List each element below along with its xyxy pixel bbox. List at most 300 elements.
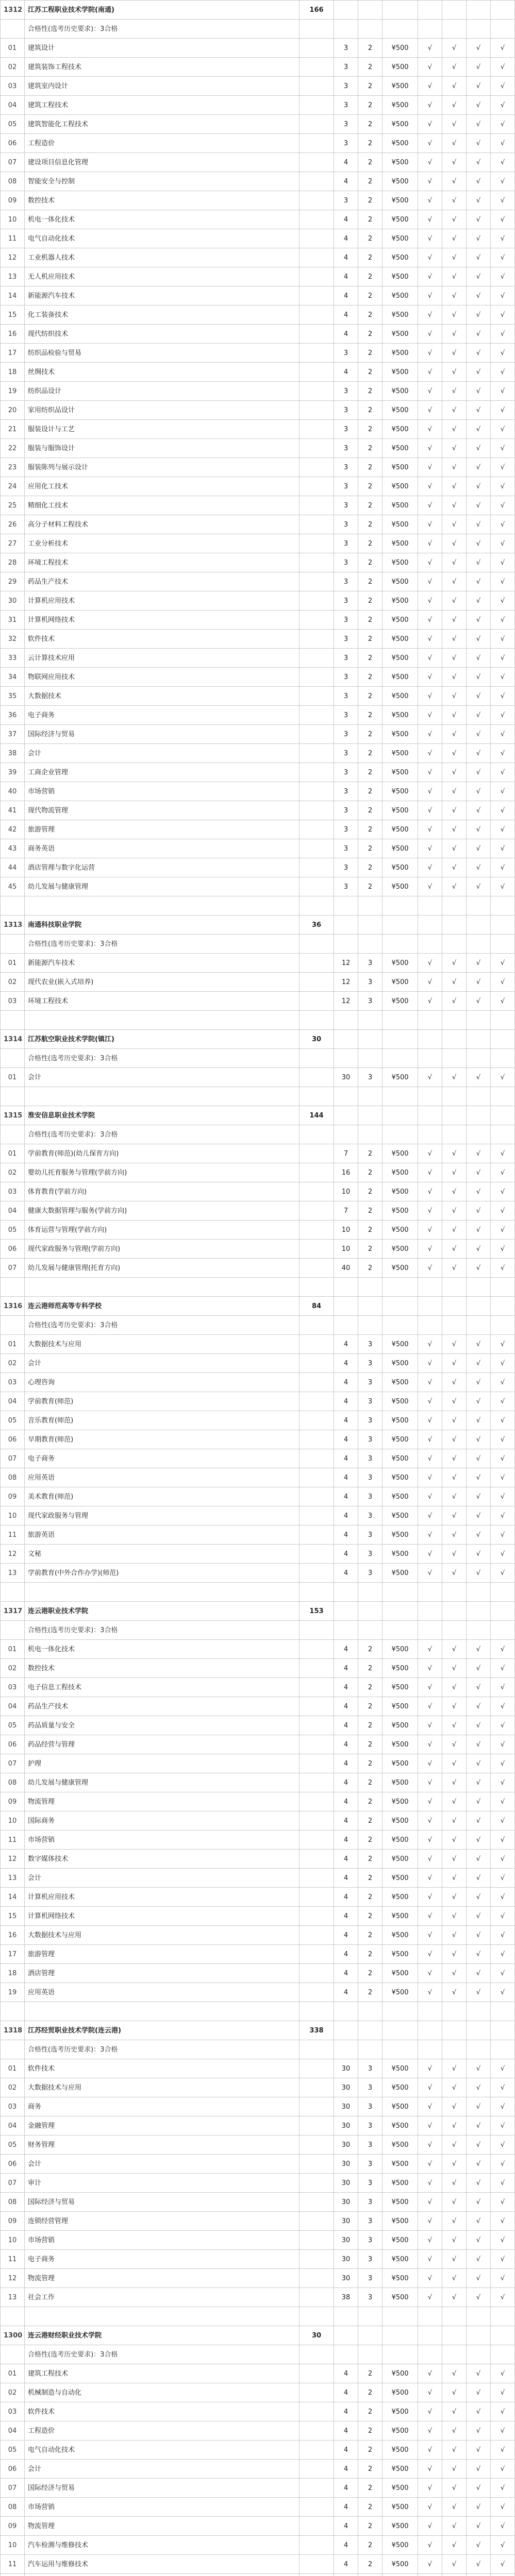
major-fee: ¥500 [383,2269,418,2288]
check-mark: √ [442,191,467,210]
empty-cell [491,1583,515,1602]
check-mark: √ [467,1430,491,1449]
major-plan-count: 4 [334,1792,358,1811]
check-mark: √ [467,820,491,839]
major-fee: ¥500 [383,1430,418,1449]
school-name: 江苏航空职业技术学院(镇江) [25,1030,300,1049]
major-code: 28 [1,553,25,572]
empty-cell [25,2307,300,2326]
check-mark: √ [491,1144,515,1163]
empty-cell [300,553,334,572]
major-code: 01 [1,39,25,58]
check-mark: √ [491,401,515,420]
table-row [1,248,515,267]
major-plan-count: 30 [334,2059,358,2078]
major-plan-count: 3 [334,744,358,763]
empty-cell [442,1125,467,1144]
check-mark: √ [467,115,491,134]
check-mark: √ [418,858,442,877]
major-years: 2 [358,1144,383,1163]
table-row [1,1259,515,1278]
major-plan-count: 4 [334,1373,358,1392]
check-mark: √ [418,744,442,763]
check-mark: √ [491,344,515,363]
check-mark: √ [418,687,442,706]
major-name: 工程造价 [25,2421,300,2441]
school-header-row [1,1106,515,1125]
check-mark: √ [418,2498,442,2517]
empty-cell [383,1278,418,1297]
check-mark: √ [467,877,491,896]
check-mark: √ [442,1792,467,1811]
check-mark: √ [491,1182,515,1201]
major-code: 10 [1,1811,25,1831]
major-plan-count: 3 [334,134,358,153]
empty-cell [300,1545,334,1564]
major-code: 36 [1,706,25,725]
empty-cell [467,1125,491,1144]
requirement-note: 合格性(选考历史要求)：3合格 [25,1316,300,1335]
check-mark: √ [491,306,515,325]
empty-cell [383,1030,418,1049]
note-row [1,1087,515,1106]
major-fee: ¥500 [383,649,418,668]
check-mark: √ [491,172,515,191]
empty-cell [383,1087,418,1106]
major-fee: ¥500 [383,2193,418,2212]
major-years: 2 [358,77,383,96]
empty-cell [418,2040,442,2059]
table-row [1,306,515,325]
empty-cell [334,2345,358,2364]
empty-cell [418,1583,442,1602]
major-fee: ¥500 [383,1716,418,1735]
major-plan-count: 4 [334,1983,358,2002]
major-fee: ¥500 [383,77,418,96]
major-code: 03 [1,1678,25,1697]
check-mark: √ [467,668,491,687]
empty-cell [300,725,334,744]
check-mark: √ [442,1945,467,1964]
check-mark: √ [442,1811,467,1831]
major-years: 2 [358,420,383,439]
check-mark: √ [491,591,515,611]
major-plan-count: 3 [334,553,358,572]
major-years: 3 [358,2155,383,2174]
check-mark: √ [491,725,515,744]
empty-cell [418,2002,442,2021]
table-row [1,2097,515,2116]
major-plan-count: 3 [334,591,358,611]
empty-cell [467,896,491,916]
major-fee: ¥500 [383,2116,418,2136]
major-name: 新能源汽车技术 [25,954,300,973]
major-years: 2 [358,1983,383,2002]
major-name: 云计算技术应用 [25,649,300,668]
check-mark: √ [418,1259,442,1278]
note-row [1,1278,515,1297]
check-mark: √ [442,2460,467,2479]
major-plan-count: 3 [334,820,358,839]
table-row [1,1964,515,1983]
check-mark: √ [467,2212,491,2231]
check-mark: √ [418,553,442,572]
empty-cell [300,2479,334,2498]
check-mark: √ [418,1678,442,1697]
empty-cell [300,306,334,325]
check-mark: √ [467,973,491,992]
check-mark: √ [491,439,515,458]
major-fee: ¥500 [383,477,418,496]
table-row [1,630,515,649]
major-plan-count: 3 [334,115,358,134]
check-mark: √ [418,1831,442,1850]
empty-cell [442,1030,467,1049]
major-code: 44 [1,858,25,877]
check-mark: √ [418,1773,442,1792]
major-name: 文秘 [25,1545,300,1564]
table-row [1,1831,515,1850]
major-name: 应用英语 [25,1468,300,1487]
check-mark: √ [418,77,442,96]
check-mark: √ [418,153,442,172]
check-mark: √ [418,115,442,134]
major-plan-count: 30 [334,2231,358,2250]
check-mark: √ [467,1487,491,1506]
check-mark: √ [467,2479,491,2498]
major-years: 3 [358,1335,383,1354]
check-mark: √ [491,534,515,553]
major-code: 03 [1,2097,25,2116]
check-mark: √ [442,2383,467,2402]
empty-cell [442,2021,467,2040]
empty-cell [358,2021,383,2040]
check-mark: √ [418,2174,442,2193]
empty-cell [300,39,334,58]
empty-cell [491,2326,515,2345]
check-mark: √ [418,1716,442,1735]
major-code: 39 [1,763,25,782]
empty-cell [300,229,334,248]
table-row [1,1869,515,1888]
check-mark: √ [467,401,491,420]
check-mark: √ [467,2364,491,2383]
empty-cell [383,1316,418,1335]
check-mark: √ [491,801,515,820]
empty-cell [300,2231,334,2250]
check-mark: √ [467,2498,491,2517]
major-years: 3 [358,954,383,973]
check-mark: √ [442,820,467,839]
check-mark: √ [442,1640,467,1659]
major-name: 电子商务 [25,706,300,725]
check-mark [491,2574,515,2576]
check-mark: √ [467,611,491,630]
empty-cell [418,2326,442,2345]
empty-cell [491,935,515,954]
check-mark: √ [491,1907,515,1926]
check-mark: √ [418,325,442,344]
major-years: 2 [358,1735,383,1754]
major-name: 电气自动化技术 [25,229,300,248]
empty-cell [300,2364,334,2383]
major-code: 24 [1,477,25,496]
check-mark: √ [418,1506,442,1526]
empty-cell [300,172,334,191]
empty-cell [442,935,467,954]
empty-cell [300,839,334,858]
empty-cell [300,687,334,706]
empty-cell [334,2002,358,2021]
check-mark: √ [491,363,515,382]
check-mark: √ [467,248,491,267]
major-years: 2 [358,877,383,896]
major-plan-count: 3 [334,782,358,801]
check-mark: √ [491,210,515,229]
check-mark: √ [418,1926,442,1945]
table-row [1,839,515,858]
major-plan-count: 10 [334,1221,358,1240]
empty-cell [442,896,467,916]
check-mark: √ [491,820,515,839]
major-years: 2 [358,439,383,458]
check-mark: √ [491,458,515,477]
major-years: 3 [358,1430,383,1449]
empty-cell [300,2307,334,2326]
major-fee: ¥500 [383,839,418,858]
check-mark: √ [467,591,491,611]
empty-cell [300,1221,334,1240]
major-name: 婴幼儿托育服务与管理(学前方向) [25,1163,300,1182]
check-mark: √ [442,2479,467,2498]
major-fee: ¥500 [383,1697,418,1716]
major-plan-count: 4 [334,1354,358,1373]
empty-cell [383,2021,418,2040]
major-plan-count: 3 [334,77,358,96]
empty-cell [300,344,334,363]
note-row [1,935,515,954]
major-years: 3 [358,2231,383,2250]
check-mark: √ [418,1735,442,1754]
empty-cell [334,1087,358,1106]
major-name: 现代家政服务与管理(学前方向) [25,1240,300,1259]
major-code: 07 [1,1754,25,1773]
check-mark: √ [418,2555,442,2574]
check-mark: √ [418,2097,442,2116]
check-mark: √ [491,2212,515,2231]
check-mark: √ [491,2059,515,2078]
table-row [1,1487,515,1506]
major-fee [383,2574,418,2576]
major-code: 15 [1,306,25,325]
major-fee: ¥500 [383,39,418,58]
table-row [1,344,515,363]
major-fee: ¥500 [383,420,418,439]
major-name: 机电一体化技术 [25,210,300,229]
major-fee: ¥500 [383,591,418,611]
major-name: 服装陈列与展示设计 [25,458,300,477]
check-mark: √ [491,2517,515,2536]
empty-cell [300,1201,334,1221]
empty-cell [418,1316,442,1335]
major-name: 幼儿发展与健康管理(托育方向) [25,1259,300,1278]
empty-cell [383,2345,418,2364]
major-code: 07 [1,153,25,172]
check-mark: √ [442,96,467,115]
check-mark: √ [467,2116,491,2136]
check-mark: √ [418,1335,442,1354]
table-row [1,1468,515,1487]
major-name: 服装设计与工艺 [25,420,300,439]
major-plan-count: 30 [334,2136,358,2155]
major-plan-count: 4 [334,286,358,306]
check-mark: √ [442,1449,467,1468]
check-mark: √ [418,1373,442,1392]
empty-cell [300,325,334,344]
check-mark: √ [418,534,442,553]
check-mark: √ [467,2383,491,2402]
empty-cell [491,1011,515,1030]
major-plan-count: 4 [334,1888,358,1907]
empty-cell [300,649,334,668]
check-mark: √ [418,306,442,325]
empty-cell [1,2002,25,2021]
empty-cell [300,1678,334,1697]
check-mark: √ [467,2536,491,2555]
check-mark: √ [491,1869,515,1888]
major-years: 2 [358,1182,383,1201]
check-mark: √ [418,954,442,973]
check-mark: √ [491,115,515,134]
check-mark: √ [467,1888,491,1907]
check-mark: √ [418,382,442,401]
empty-cell [418,1030,442,1049]
check-mark: √ [467,477,491,496]
check-mark: √ [418,477,442,496]
check-mark: √ [491,1888,515,1907]
major-years: 3 [358,973,383,992]
check-mark: √ [418,191,442,210]
check-mark: √ [467,630,491,649]
empty-cell [491,1621,515,1640]
major-fee: ¥500 [383,1221,418,1240]
empty-cell [467,935,491,954]
empty-cell [418,2307,442,2326]
table-row [1,439,515,458]
major-code: 11 [1,1831,25,1850]
major-years: 2 [358,2441,383,2460]
check-mark: √ [418,611,442,630]
check-mark: √ [467,420,491,439]
table-row [1,1773,515,1792]
empty-cell [383,935,418,954]
check-mark: √ [418,1964,442,1983]
major-code: 20 [1,401,25,420]
major-plan-count: 4 [334,1430,358,1449]
check-mark: √ [491,496,515,515]
note-row [1,20,515,39]
major-code: 12 [1,2269,25,2288]
major-fee: ¥500 [383,1392,418,1411]
check-mark: √ [467,2136,491,2155]
check-mark: √ [442,1907,467,1926]
major-name: 美术教育(师范) [25,1487,300,1506]
empty-cell [383,896,418,916]
table-row [1,668,515,687]
empty-cell [1,1011,25,1030]
empty-cell [300,248,334,267]
major-fee: ¥500 [383,210,418,229]
table-row [1,2193,515,2212]
major-years: 2 [358,286,383,306]
major-years: 2 [358,134,383,153]
major-name: 国际经济与贸易 [25,725,300,744]
major-code: 02 [1,973,25,992]
empty-cell [300,1526,334,1545]
empty-cell [300,363,334,382]
empty-cell [300,134,334,153]
check-mark: √ [491,1487,515,1506]
major-code: 06 [1,1240,25,1259]
check-mark: √ [442,630,467,649]
major-code: 21 [1,420,25,439]
check-mark: √ [442,2212,467,2231]
school-code: 1316 [1,1297,25,1316]
table-row [1,1354,515,1373]
note-row [1,1011,515,1030]
check-mark: √ [467,687,491,706]
table-row [1,801,515,820]
major-fee: ¥500 [383,668,418,687]
major-plan-count: 3 [334,668,358,687]
major-name: 酒店管理 [25,1964,300,1983]
check-mark: √ [418,229,442,248]
check-mark: √ [491,2536,515,2555]
check-mark: √ [467,1983,491,2002]
major-plan-count: 3 [334,858,358,877]
major-code: 07 [1,2479,25,2498]
major-name: 会计 [25,744,300,763]
major-name: 软件技术 [25,630,300,649]
major-plan-count: 30 [334,2250,358,2269]
major-code: 05 [1,1716,25,1735]
major-years: 3 [358,1506,383,1526]
major-name: 大数据技术与应用 [25,2078,300,2097]
check-mark: √ [418,2383,442,2402]
check-mark: √ [442,668,467,687]
table-row [1,1182,515,1201]
check-mark: √ [418,2402,442,2421]
empty-cell [418,1106,442,1125]
empty-cell [300,2536,334,2555]
check-mark: √ [442,1182,467,1201]
major-fee: ¥500 [383,191,418,210]
check-mark: √ [418,515,442,534]
check-mark: √ [467,2460,491,2479]
empty-cell [300,2250,334,2269]
major-plan-count: 3 [334,477,358,496]
empty-cell [358,1602,383,1621]
check-mark: √ [418,591,442,611]
empty-cell [1,1583,25,1602]
check-mark: √ [467,1506,491,1526]
table-row [1,1754,515,1773]
major-plan-count [334,2574,358,2576]
table-row [1,286,515,306]
empty-cell [300,153,334,172]
check-mark: √ [418,172,442,191]
check-mark: √ [418,1449,442,1468]
